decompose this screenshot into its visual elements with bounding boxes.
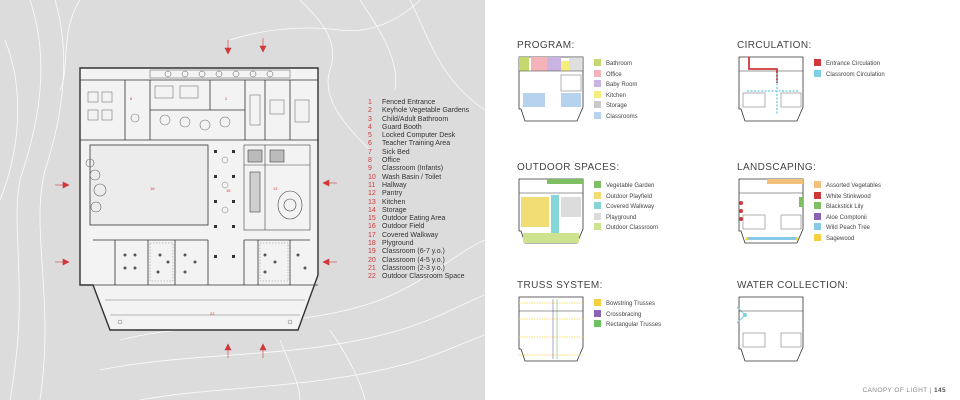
diagram-title: PROGRAM: xyxy=(517,40,575,51)
legend-item: 9 Classroom (Infants) xyxy=(368,165,444,173)
legend-item: Aloe Comptonii xyxy=(814,213,881,224)
color-swatch xyxy=(594,192,601,199)
color-swatch xyxy=(814,192,821,199)
legend-item: Blackstick Lily xyxy=(814,202,881,213)
legend-item: Outdoor Classroom xyxy=(594,223,658,234)
legend-item: 13 Kitchen xyxy=(368,198,406,206)
svg-text:15: 15 xyxy=(226,188,231,193)
legend-item: Playground xyxy=(594,213,658,224)
mini-plan xyxy=(737,293,809,369)
color-swatch xyxy=(594,223,601,230)
mini-plan xyxy=(737,53,809,125)
legend-item: 6 Teacher Training Area xyxy=(368,140,451,148)
diagram-legend xyxy=(594,59,638,122)
legend-item: 2 Keyhole Vegetable Gardens xyxy=(368,107,470,115)
mini-plan xyxy=(737,175,809,253)
legend-item: Covered Walkway xyxy=(594,202,658,213)
color-swatch xyxy=(814,181,821,188)
legend-item: 20 Classroom (4-5 y.o.) xyxy=(368,256,445,264)
legend-item: Storage xyxy=(594,101,638,112)
svg-text:2: 2 xyxy=(225,96,228,101)
color-swatch xyxy=(814,70,821,77)
legend-item: 5 Locked Computer Desk xyxy=(368,132,456,140)
color-swatch xyxy=(594,202,601,209)
legend-item: 4 Guard Booth xyxy=(368,123,422,131)
diagram-title: WATER COLLECTION: xyxy=(737,280,849,291)
outdoor-spaces-diagram xyxy=(517,162,717,282)
legend-item: Classrooms xyxy=(594,112,638,123)
legend-item: Office xyxy=(594,70,638,81)
legend-item: 16 Outdoor Field xyxy=(368,223,425,231)
legend-item: Bathroom xyxy=(594,59,638,70)
color-swatch xyxy=(594,80,601,87)
legend-item: Outdoor Playfield xyxy=(594,192,658,203)
legend-item: Baby Room xyxy=(594,80,638,91)
mini-plan xyxy=(517,293,589,369)
truss-system-diagram xyxy=(517,280,717,400)
color-swatch xyxy=(814,59,821,66)
book-title: CANOPY OF LIGHT xyxy=(862,387,928,394)
svg-text:22: 22 xyxy=(210,311,215,316)
legend-item: 8 Office xyxy=(368,157,401,165)
diagram-legend xyxy=(594,299,661,331)
legend-item: 12 Pantry xyxy=(368,190,403,198)
mini-plan xyxy=(517,53,589,125)
color-swatch xyxy=(814,213,821,220)
mini-plan xyxy=(517,175,589,253)
legend-item: 15 Outdoor Eating Area xyxy=(368,215,446,223)
color-swatch xyxy=(814,234,821,241)
legend-item: 21 Classroom (2-3 y.o.) xyxy=(368,264,445,272)
water-collection-diagram xyxy=(737,280,937,400)
legend-item: Vegetable Garden xyxy=(594,181,658,192)
legend-item: Entrance Circulation xyxy=(814,59,885,70)
svg-text:13: 13 xyxy=(273,186,278,191)
diagram-legend xyxy=(594,181,658,234)
color-swatch xyxy=(594,59,601,66)
legend-item: Kitchen xyxy=(594,91,638,102)
legend-item: 7 Sick Bed xyxy=(368,148,410,156)
program-diagram xyxy=(517,40,717,160)
color-swatch xyxy=(594,101,601,108)
legend-item: 18 Plyground xyxy=(368,240,414,248)
legend-item: 14 Storage xyxy=(368,206,407,214)
legend-item: White Stinkwood xyxy=(814,192,881,203)
legend-item: Wild Peach Tree xyxy=(814,223,881,234)
legend-item: Bowstring Trusses xyxy=(594,299,661,310)
legend-item: 1 Fenced Entrance xyxy=(368,99,436,106)
color-swatch xyxy=(594,320,601,327)
legend-item: Assorted Vegetables xyxy=(814,181,881,192)
color-swatch xyxy=(814,202,821,209)
diagram-page xyxy=(485,0,960,400)
landscaping-diagram xyxy=(737,162,937,282)
legend-item: 19 Classroom (6-7 y.o.) xyxy=(368,248,445,256)
diagram-title: TRUSS SYSTEM: xyxy=(517,280,603,291)
legend-item: 10 Wash Basin / Toilet xyxy=(368,173,442,181)
page-number: 145 xyxy=(933,387,946,394)
legend-item: Rectangular Trusses xyxy=(594,320,661,331)
legend-item: 3 Child/Adult Bathroom xyxy=(368,115,449,123)
legend-item: 11 Hallway xyxy=(368,181,407,189)
circulation-diagram xyxy=(737,40,937,160)
room-legend xyxy=(368,99,469,282)
diagram-title: CIRCULATION: xyxy=(737,40,812,51)
diagram-title: LANDSCAPING: xyxy=(737,162,817,173)
diagram-title: OUTDOOR SPACES: xyxy=(517,162,620,173)
legend-item: Sagewood xyxy=(814,234,881,245)
legend-item: 17 Covered Walkway xyxy=(368,231,439,239)
diagram-legend xyxy=(814,59,885,80)
color-swatch xyxy=(594,310,601,317)
color-swatch xyxy=(814,223,821,230)
legend-item: Classroom Circulation xyxy=(814,70,885,81)
page-footer: CANOPY OF LIGHT | 145 xyxy=(862,387,946,394)
diagram-legend xyxy=(814,181,881,244)
color-swatch xyxy=(594,91,601,98)
legend-item: Crossbracing xyxy=(594,310,661,321)
svg-text:16: 16 xyxy=(150,186,155,191)
legend-item: 22 Outdoor Classroom Space xyxy=(368,273,465,281)
color-swatch xyxy=(594,112,601,119)
color-swatch xyxy=(594,181,601,188)
color-swatch xyxy=(594,70,601,77)
color-swatch xyxy=(594,299,601,306)
svg-text:6: 6 xyxy=(130,96,133,101)
color-swatch xyxy=(594,213,601,220)
